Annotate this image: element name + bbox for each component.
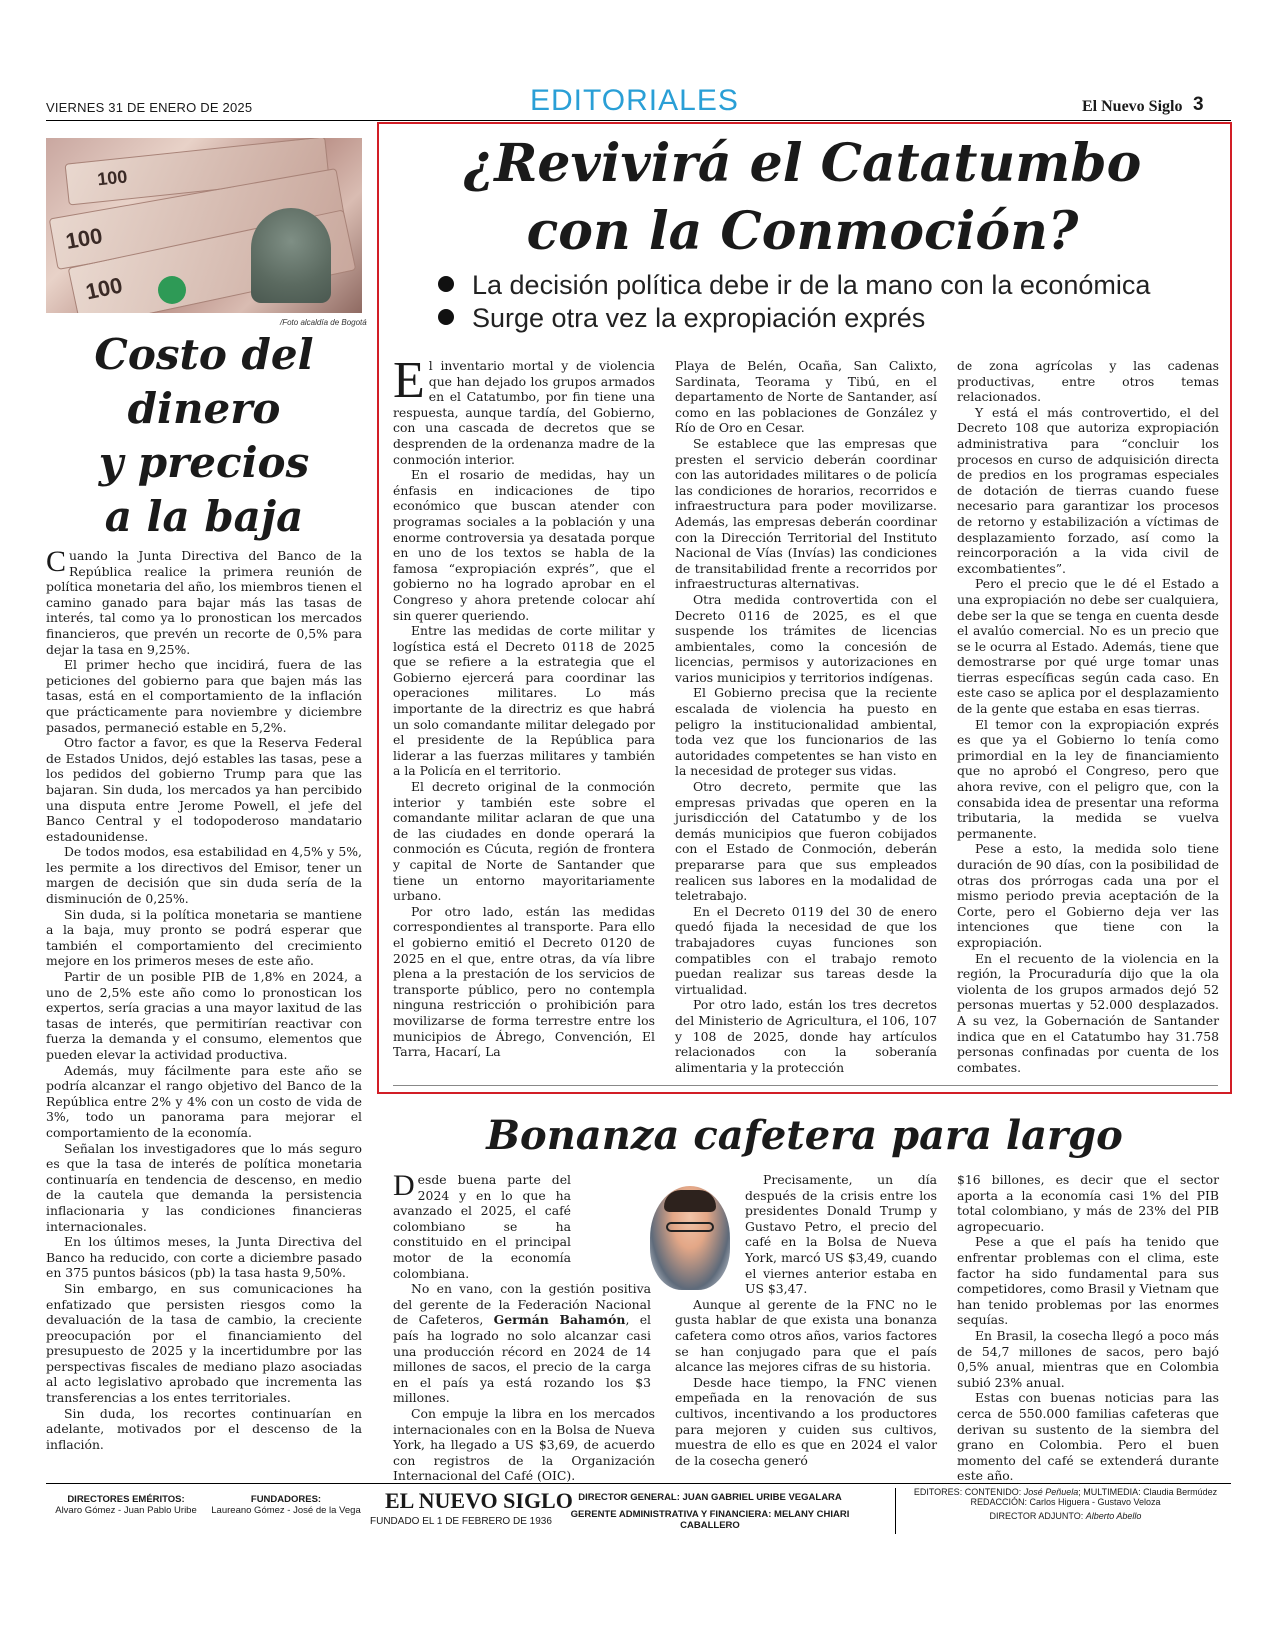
footer-label: GERENTE ADMINISTRATIVA Y FINANCIERA:	[570, 1509, 775, 1520]
footer-brand: EL NUEVO SIGLO	[385, 1488, 573, 1513]
footer-label: REDACCIÓN:	[970, 1497, 1030, 1507]
paragraph: Aunque al gerente de la FNC no le gusta hablar de que exista una bonanza cafetera como otros años, varios factores se han conjugado para que el país alcance las mejores cifras de su historia.	[675, 1296, 937, 1375]
drop-cap: C	[46, 545, 67, 578]
summary-bullet	[438, 303, 925, 334]
paragraph: Por otro lado, están las medidas correspondientes al transporte. Para ello el gobierno emitió el Decreto 0120 de 2025 en el que, entre otras, da vía libre plena a la prestación de los servicios de transporte público, pero no contempla ninguna restricción o prohibición para movilizarse de forma terrestre entre los municipios de Ábrego, Convención, El Tarra, Hacarí, La	[393, 903, 655, 1060]
paragraph: Sin embargo, en sus comunicaciones ha enfatizado que persisten riesgos como la devaluación de la tasa de cambio, la creciente preocupación por el financiamiento del presupuesto de 2025 y la incertidumbre por las perspectivas fiscales de mediano plazo asociadas al acto legislativo aprobado que incrementa las transferencias a los entes territoriales.	[46, 1280, 362, 1406]
paragraph: El primer hecho que incidirá, fuera de las peticiones del gobierno para que bajen más las tasas, está en el comportamiento de la inflación que prácticamente para noviembre y diciembre pasados, permaneció estable en 5,2%.	[46, 657, 362, 735]
founded-date: FUNDADO EL 1 DE FEBRERO DE 1936	[370, 1516, 552, 1527]
paragraph	[393, 1169, 659, 1281]
main-editorial-col3	[957, 358, 1219, 1075]
left-editorial-body	[46, 545, 362, 1452]
paragraph: Otro decreto, permite que las empresas privadas que operen en la jurisdicción del Catatumbo y de los demás municipios que fueron cobijados con el Estado de Conmoción, deberán prepararse para que sus empleados realicen sus labores en la modalidad de teletrabajo.	[675, 779, 937, 904]
footer-divider	[895, 1488, 896, 1534]
footer-names: Laureano Gómez - José de la Vega	[211, 1505, 361, 1516]
footer-rule	[46, 1483, 1231, 1484]
photo-credit: /Foto alcaldía de Bogotá	[280, 318, 367, 327]
bullet-text: Surge otra vez la expropiación exprés	[472, 303, 926, 333]
paragraph: De todos modos, esa estabilidad en 4,5% y 5%, les permite a los directivos del Emisor, tener un margen de decisión que sin duda sería de la disminución de 0,25%.	[46, 844, 362, 907]
paragraph: Se establece que las empresas que presten el servicio deberán coordinar con las autoridades militares o de policía las condiciones de horarios, recorridos e infraestructura para poder movilizarse. Además, las empresas deberán coordinar con la Dirección Territorial del Instituto Nacional de Vías (Invías) las condiciones de transitabilidad frente a recorridos por infraestructuras alternativas.	[675, 435, 937, 592]
paragraph: Entre las medidas de corte militar y logística está el Decreto 0118 de 2025 que se refiere a la estrategia que el Gobierno ejercerá para coordinar las operaciones militares. Lo más importante de la directriz es que habrá un solo comandante militar delegado por el presidente de la República para liderar a las fuerzas militares y también a la Policía en el territorio.	[393, 623, 655, 779]
paragraph: $16 billones, es decir que el sector aporta a la economía casi 1% del PIB total colombiano, y más de 23% del PIB agropecuario.	[957, 1172, 1219, 1234]
issue-date: VIERNES 31 DE ENERO DE 2025	[46, 100, 253, 115]
footer-names: JUAN GABRIEL URIBE VEGALARA	[682, 1492, 842, 1503]
founders	[206, 1494, 366, 1516]
footer-label: EDITORES: CONTENIDO:	[913, 1487, 1024, 1497]
footer-label: FUNDADORES:	[250, 1494, 322, 1505]
second-editorial-col3	[957, 1172, 1219, 1484]
footer-names: Claudia Bermúdez	[1143, 1487, 1218, 1497]
paragraph: Desde hace tiempo, la FNC vienen empeñada en la renovación de sus cultivos, incentivando a los productores para mejoren y cuiden sus cultivos, muestra de ello es que en 2024 el valor de la cosecha generó	[675, 1374, 937, 1468]
paragraph: Playa de Belén, Ocaña, San Calixto, Sardinata, Teorama y Tibú, en el departamento de Norte de Santander, así como en las poblaciones de González y Río de Oro en Cesar.	[675, 358, 937, 436]
banknotes-photo	[46, 138, 362, 313]
bullet-dot-icon	[438, 276, 454, 292]
paragraph: Además, muy fácilmente para este año se podría alcanzar el rango objetivo del Banco de la República entre 2% y 4% con un costo de vida de 3%, todo un panorama para mejorar el comportamiento de la economía.	[46, 1062, 362, 1140]
paragraph: Con empuje la libra en los mercados internacionales con en la Bolsa de Nueva York, ha llegado a US $3,69, de acuerdo con registros de la Organización Internacional del Café (OIC).	[393, 1405, 655, 1484]
title-line: ¿Revivirá el Catatumbo	[463, 133, 1142, 194]
header-rule	[46, 120, 1231, 121]
paragraph	[393, 1281, 655, 1406]
main-editorial-title	[385, 130, 1220, 266]
paragraph	[393, 352, 655, 467]
paragraph: En el Decreto 0119 del 30 de enero quedó fijada la necesidad de que los trabajadores cuyas funciones son compatibles con el trabajo remoto puedan realizar sus tareas desde la virtualidad.	[675, 903, 937, 997]
section-title: EDITORIALES	[530, 84, 739, 117]
management	[540, 1492, 880, 1531]
title-line: con la Conmoción?	[526, 201, 1079, 262]
paragraph-text: , el país ha logrado no solo alcanzar casi una producción récord en 2024 de 14 millones de sacos, el precio de la carga en el país ya está rozando los $3 millones.	[393, 1312, 651, 1406]
paragraph: Otro factor a favor, es que la Reserva Federal de Estados Unidos, dejó estables las tasas, pese a los pedidos del gobierno Trump para que las bajaran. Sin duda, los mercados ya han percibido una disputa entre Jerome Powell, el jefe del Banco Central y el todopoderoso mandatario estadounidense.	[46, 735, 362, 844]
emeritus-directors	[46, 1494, 206, 1516]
highlighted-name: Germán Bahamón	[493, 1312, 626, 1328]
second-editorial-col1	[393, 1169, 655, 1484]
paragraph-text: esde buena parte del 2024 y en lo que ha avanzado el 2025, el café colombiano se ha constituido en el principal motor de la economía colombiana.	[393, 1172, 571, 1281]
paragraph: Por otro lado, están los tres decretos del Ministerio de Agricultura, el 106, 107 y 108 de 2025, donde hay artículos relacionados con la soberanía alimentaria y la protección	[675, 997, 937, 1075]
paragraph-text: uando la Junta Directiva del Banco de la República realice la primera reunión de política monetaria del año, los miembros tienen el camino ganado para bajar más las tasas de interés, tal como ya lo pronostican los mercados financieros, que prevén un recorte de 0,5% para dejar la tasa en 9,25%.	[46, 548, 362, 657]
drop-cap: E	[393, 352, 425, 409]
paragraph: En los últimos meses, la Junta Directiva del Banco ha reducido, con corte a diciembre pasado en 375 puntos básicos (pb) la tasa hasta 9,50%.	[46, 1234, 362, 1281]
banknote-value: 100	[63, 222, 105, 254]
banknote-value: 100	[83, 272, 125, 305]
footer-names: Alvaro Gómez - Juan Pablo Uribe	[55, 1505, 197, 1516]
page-number: 3	[1193, 94, 1204, 115]
footer-label: DIRECTOR GENERAL:	[578, 1492, 683, 1503]
paragraph: Señalan los investigadores que lo más seguro es que la tasa de interés de política monetaria continuaría en tendencia de descenso, en medio de la cautela que demanda la persistencia inflacionaria y las condiciones financieras internacionales.	[46, 1140, 362, 1234]
paragraph: Y está el más controvertido, el del Decreto 108 que autoriza expropiación administrativa para “concluir los procesos en curso de adquisición directa de predios en los programas especiales de dotación de tierras cuando fuese necesario para garantizar los procesos de retorno y estabilización a víctimas de desplazamiento forzado, así como la reincorporación a la vida civil de excombatientes”.	[957, 404, 1219, 576]
footer-names: Alberto Abello	[1085, 1511, 1142, 1521]
footer-label: DIRECTORES EMÉRITOS:	[67, 1494, 185, 1505]
paragraph: En Brasil, la cosecha llegó a poco más de 54,7 millones de sacos, pero bajó 0,5% anual, mientras que en Colombia subió 23% anual.	[957, 1327, 1219, 1390]
paragraph: Precisamente, un día después de la crisis entre los presidentes Donald Trump y Gustavo Petro, el precio del café en la Bolsa de Nueva York, marcó US $3,49, cuando el viernes anterior estaba en US $3,47.	[745, 1172, 937, 1297]
drop-cap: D	[393, 1169, 415, 1202]
paragraph-text: l inventario mortal y de violencia que han dejado los grupos armados en el Catatumbo, por fin tiene una respuesta, aunque tardía, del Gobierno, con una cascada de decretos que se desprenden de la ordenanza madre de la conmoción interior.	[393, 358, 655, 467]
footer-names: Carlos Higuera - Gustavo Veloza	[1029, 1497, 1161, 1507]
paragraph: El Gobierno precisa que la reciente escalada de violencia ha puesto en peligro la institucionalidad ambiental, toda vez que los funcionarios de las autoridades competentes se han visto en la necesidad de proteger sus vidas.	[675, 685, 937, 779]
footer-label: DIRECTOR ADJUNTO:	[989, 1511, 1086, 1521]
editors	[900, 1487, 1231, 1521]
summary-bullet	[438, 270, 1150, 301]
paragraph: Estas con buenas noticias para las cerca de 550.000 familias cafeteras que derivan su sustento de la siembra del grano en Colombia. Pero el buen momento del café se extenderá durante este año.	[957, 1390, 1219, 1484]
main-editorial-col1	[393, 352, 655, 1060]
paragraph: En el recuento de la violencia en la región, la Procuraduría dijo que la ola violenta de los grupos armados dejó 52 personas muertas y 52.000 desplazados. A su vez, la Gobernación de Santander indica que en el Catatumbo hay 31.758 personas confinadas por cuenta de los combates.	[957, 950, 1219, 1075]
title-line: y precios	[98, 438, 310, 487]
paragraph: Sin duda, los recortes continuarían en adelante, motivados por el descenso de la inflación.	[46, 1405, 362, 1452]
paragraph-text: No en vano, con la gestión positiva del gerente de la Federación Nacional de Cafeteros,	[393, 1281, 651, 1328]
main-editorial-col2	[675, 358, 937, 1075]
banknote-value: 100	[96, 166, 129, 190]
paragraph: Pese a que el país ha tenido que enfrentar problemas con el clima, este factor ha sido fundamental para sus competidores, como Brasil y Vietnam que han tenido problemas por las enormes sequías.	[957, 1234, 1219, 1328]
paragraph: En el rosario de medidas, hay un énfasis en indicaciones de tipo económico que buscan atender con programas sociales a la población y una enorme controversia ya desatada porque en uno de los textos se habla de la famosa “expropiación exprés”, que el gobierno no ha logrado aprobar en el Congreso y ahora pretende colocar ahí sin querer queriendo.	[393, 467, 655, 623]
bullet-dot-icon	[438, 309, 454, 325]
footer-label: ; MULTIMEDIA:	[1078, 1487, 1144, 1497]
footer-names: José Peñuela	[1023, 1487, 1079, 1497]
title-line: dinero	[127, 384, 281, 433]
title-line: a la baja	[104, 492, 304, 541]
footer-names: MELANY CHIARI CABALLERO	[680, 1509, 850, 1531]
title-line: Costo del	[94, 330, 314, 379]
second-editorial-title: Bonanza cafetera para largo	[486, 1112, 1123, 1159]
bullet-text: La decisión política debe ir de la mano con la económica	[472, 270, 1151, 300]
paragraph: El decreto original de la conmoción interior y también este sobre el comandante militar aclaran de que una de las ciudades en donde operará la conmoción es Cúcuta, región de frontera y capital de Norte de Santander que tiene un entorno mayoritariamente urbano.	[393, 779, 655, 904]
masthead-brand: El Nuevo Siglo	[1082, 98, 1183, 115]
paragraph: Otra medida controvertida con el Decreto 0116 de 2025, es el que suspende los trámites de licencias ambientales, como la concesión de licencias, permisos y autorizaciones en varios municipios y territorios indígenas.	[675, 591, 937, 685]
paragraph	[46, 545, 362, 657]
column-end-rule	[393, 1085, 1218, 1086]
paragraph: Pese a esto, la medida solo tiene duración de 90 días, con la posibilidad de otras dos prórrogas cada una por el mismo periodo previa aceptación de la Corte, pero el Gobierno deja ver las intenciones que tiene con la expropiación.	[957, 841, 1219, 950]
second-editorial-col2	[675, 1172, 937, 1468]
paragraph: Pero el precio que le dé el Estado a una expropiación no debe ser cualquiera, debe ser la que se tenga en cuenta desde el avalúo comercial. No es un precio que se le ocurra al Estado. Además, tiene que demostrarse por qué urge tomar unas tierras específicas según cada caso. En este caso se aplica por el desplazamiento de la gente que estaba en esas tierras.	[957, 576, 1219, 717]
left-editorial-title	[46, 328, 362, 544]
paragraph: Sin duda, si la política monetaria se mantiene a la baja, muy pronto se podrá esperar que también el comportamiento del crecimiento mejore en los primeros meses de este año.	[46, 906, 362, 969]
paragraph: El temor con la expropiación exprés es que ya el Gobierno lo tenía como primordial en la ley de financiamiento que no aprobó el Congreso, pero que ahora revive, con el peligro que, con la consabida idea de presentar una reforma tributaria, la medida se vuelva permanente.	[957, 716, 1219, 841]
paragraph: Partir de un posible PIB de 1,8% en 2024, a uno de 2,5% este año como lo pronostican los expertos, sería gracias a una mayor laxitud de las tasas de interés, que permitirían reactivar con fuerza la demanda y el consumo, elementos que pueden elevar la actividad productiva.	[46, 969, 362, 1062]
paragraph: de zona agrícolas y las cadenas productivas, entre otros temas relacionados.	[957, 358, 1219, 405]
banknote-seal	[158, 276, 186, 304]
banknote-portrait	[251, 208, 331, 303]
